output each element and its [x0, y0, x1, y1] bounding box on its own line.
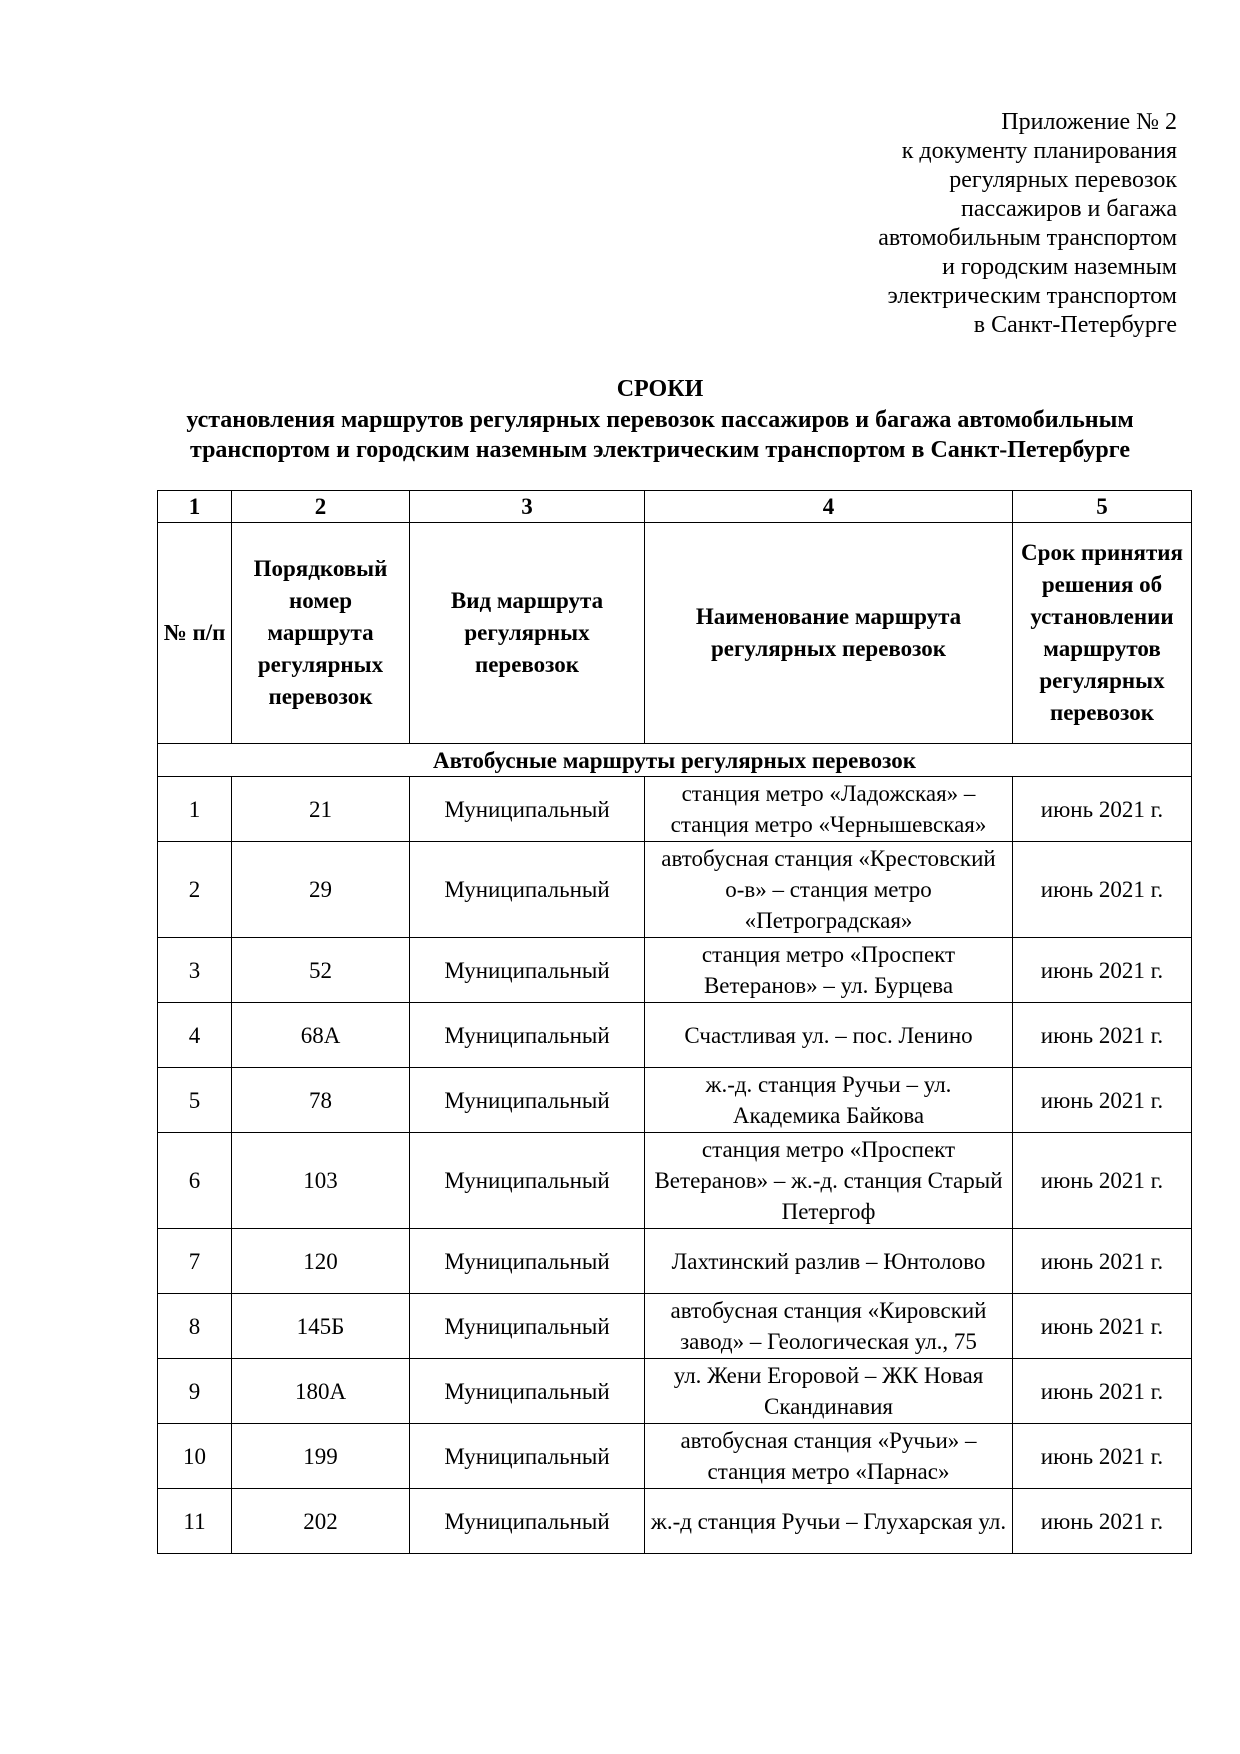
cell-type: Муниципальный: [410, 1359, 645, 1424]
cell-name: Счастливая ул. – пос. Ленино: [645, 1003, 1013, 1068]
document-title: [120, 373, 1200, 465]
table-row: [158, 938, 1192, 1003]
cell-term: июнь 2021 г.: [1013, 842, 1192, 938]
column-number-row: [158, 491, 1192, 523]
cell-name: станция метро «Проспект Ветеранов» – ж.-д. станция Старый Петергоф: [645, 1133, 1013, 1229]
appendix-line: автомобильным транспортом: [878, 225, 1177, 251]
table-row: [158, 1359, 1192, 1424]
cell-name: автобусная станция «Кировский завод» – Геологическая ул., 75: [645, 1294, 1013, 1359]
cell-term: июнь 2021 г.: [1013, 1068, 1192, 1133]
table-row: [158, 1229, 1192, 1294]
table-row: [158, 1003, 1192, 1068]
cell-route: 52: [232, 938, 410, 1003]
cell-number: 10: [158, 1424, 232, 1489]
cell-type: Муниципальный: [410, 1294, 645, 1359]
title-line-2: транспортом и городским наземным электрическим транспортом в Санкт-Петербурге: [189, 437, 1131, 463]
cell-number: 11: [158, 1489, 232, 1554]
cell-route: 78: [232, 1068, 410, 1133]
header-deadline: Срок принятия решения об установлении маршрутов регулярных перевозок: [1013, 523, 1192, 744]
appendix-note: [757, 108, 1177, 340]
table-row: [158, 1424, 1192, 1489]
cell-type: Муниципальный: [410, 1068, 645, 1133]
cell-type: Муниципальный: [410, 777, 645, 842]
appendix-line: электрическим транспортом: [887, 283, 1177, 309]
section-row: [158, 744, 1192, 777]
cell-route: 68А: [232, 1003, 410, 1068]
cell-route: 120: [232, 1229, 410, 1294]
table-row: [158, 842, 1192, 938]
cell-term: июнь 2021 г.: [1013, 1003, 1192, 1068]
cell-number: 7: [158, 1229, 232, 1294]
cell-name: ул. Жени Егоровой – ЖК Новая Скандинавия: [645, 1359, 1013, 1424]
table-row: [158, 1133, 1192, 1229]
header-row: [158, 523, 1192, 744]
cell-term: июнь 2021 г.: [1013, 1229, 1192, 1294]
cell-term: июнь 2021 г.: [1013, 1294, 1192, 1359]
cell-type: Муниципальный: [410, 1489, 645, 1554]
table-row: [158, 1294, 1192, 1359]
routes-table: [157, 490, 1192, 1554]
cell-type: Муниципальный: [410, 1424, 645, 1489]
cell-route: 199: [232, 1424, 410, 1489]
cell-name: станция метро «Проспект Ветеранов» – ул. Бурцева: [645, 938, 1013, 1003]
cell-name: станция метро «Ладожская» – станция метро «Чернышевская»: [645, 777, 1013, 842]
cell-route: 103: [232, 1133, 410, 1229]
appendix-line: Приложение № 2: [1001, 109, 1177, 135]
cell-term: июнь 2021 г.: [1013, 1359, 1192, 1424]
cell-name: автобусная станция «Ручьи» – станция метро «Парнас»: [645, 1424, 1013, 1489]
appendix-line: в Санкт-Петербурге: [973, 312, 1177, 338]
header-route-name: Наименование маршрута регулярных перевозок: [645, 523, 1013, 744]
cell-route: 145Б: [232, 1294, 410, 1359]
cell-type: Муниципальный: [410, 842, 645, 938]
cell-number: 5: [158, 1068, 232, 1133]
appendix-line: регулярных перевозок: [949, 167, 1177, 193]
cell-type: Муниципальный: [410, 938, 645, 1003]
cell-number: 4: [158, 1003, 232, 1068]
column-number: 3: [410, 491, 645, 523]
cell-route: 21: [232, 777, 410, 842]
cell-term: июнь 2021 г.: [1013, 777, 1192, 842]
cell-number: 1: [158, 777, 232, 842]
appendix-line: пассажиров и багажа: [961, 196, 1177, 222]
cell-route: 202: [232, 1489, 410, 1554]
cell-route: 29: [232, 842, 410, 938]
title-line-1: установления маршрутов регулярных перевозок пассажиров и багажа автомобильным: [186, 407, 1134, 433]
cell-number: 6: [158, 1133, 232, 1229]
cell-type: Муниципальный: [410, 1133, 645, 1229]
section-title: Автобусные маршруты регулярных перевозок: [158, 744, 1192, 777]
cell-name: ж.-д станция Ручьи – Глухарская ул.: [645, 1489, 1013, 1554]
column-number: 5: [1013, 491, 1192, 523]
cell-term: июнь 2021 г.: [1013, 1424, 1192, 1489]
cell-number: 2: [158, 842, 232, 938]
column-number: 2: [232, 491, 410, 523]
header-route-type: Вид маршрута регулярных перевозок: [410, 523, 645, 744]
cell-name: ж.-д. станция Ручьи – ул. Академика Байкова: [645, 1068, 1013, 1133]
cell-number: 8: [158, 1294, 232, 1359]
cell-name: Лахтинский разлив – Юнтолово: [645, 1229, 1013, 1294]
cell-name: автобусная станция «Крестовский о-в» – станция метро «Петроградская»: [645, 842, 1013, 938]
cell-number: 9: [158, 1359, 232, 1424]
cell-term: июнь 2021 г.: [1013, 1489, 1192, 1554]
title-main: СРОКИ: [616, 376, 704, 402]
table-row: [158, 777, 1192, 842]
appendix-line: к документу планирования: [901, 138, 1177, 164]
cell-type: Муниципальный: [410, 1229, 645, 1294]
cell-route: 180А: [232, 1359, 410, 1424]
cell-number: 3: [158, 938, 232, 1003]
cell-term: июнь 2021 г.: [1013, 938, 1192, 1003]
appendix-line: и городским наземным: [942, 254, 1177, 280]
table-row: [158, 1068, 1192, 1133]
table-row: [158, 1489, 1192, 1554]
cell-term: июнь 2021 г.: [1013, 1133, 1192, 1229]
header-route-number: Порядковый номер маршрута регулярных перевозок: [232, 523, 410, 744]
header-number: № п/п: [158, 523, 232, 744]
column-number: 1: [158, 491, 232, 523]
cell-type: Муниципальный: [410, 1003, 645, 1068]
column-number: 4: [645, 491, 1013, 523]
